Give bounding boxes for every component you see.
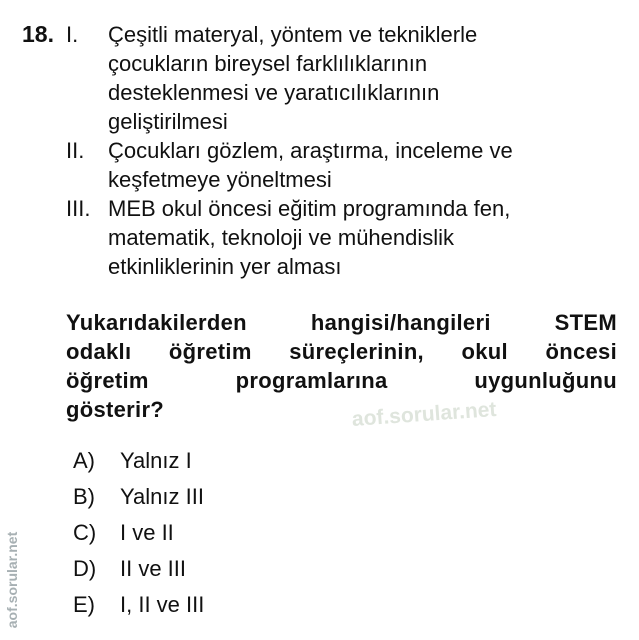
question-stem-line: öğretim programlarına uygunluğunu <box>66 368 617 393</box>
watermark-side: aof.sorular.net <box>4 531 20 629</box>
statement-ii <box>66 136 626 194</box>
question-stem-line: odaklı öğretim süreçlerinin, okul öncesi <box>66 339 617 364</box>
statement-iii-line: etkinliklerinin yer alması <box>108 254 342 279</box>
option-text: II ve III <box>120 556 187 581</box>
statement-iii-numeral: III. <box>66 196 91 221</box>
question-stem-line: Yukarıdakilerden hangisi/hangileri STEM <box>66 310 617 335</box>
statement-i <box>66 20 626 136</box>
option-text: I ve II <box>120 520 174 545</box>
statement-ii-line: Çocukları gözlem, araştırma, inceleme ve <box>108 138 513 163</box>
option-letter: D) <box>73 556 97 581</box>
option-text: Yalnız III <box>120 484 204 509</box>
answer-options <box>73 446 373 626</box>
option-text: I, II ve III <box>120 592 205 617</box>
statement-iii <box>66 194 626 281</box>
option-d[interactable] <box>73 554 373 590</box>
statement-iii-text <box>108 194 626 281</box>
option-letter: E) <box>73 592 95 617</box>
statement-iii-line: MEB okul öncesi eğitim programında fen, <box>108 196 511 221</box>
statement-i-numeral: I. <box>66 22 79 47</box>
option-c[interactable] <box>73 518 373 554</box>
option-letter: A) <box>73 448 95 473</box>
statement-i-text <box>108 20 626 136</box>
option-e[interactable] <box>73 590 373 626</box>
option-letter: C) <box>73 520 97 545</box>
statement-i-line: Çeşitli materyal, yöntem ve tekniklerle <box>108 22 478 47</box>
option-a[interactable] <box>73 446 373 482</box>
statement-ii-text <box>108 136 626 194</box>
option-letter: B) <box>73 484 95 509</box>
statement-ii-line: keşfetmeye yöneltmesi <box>108 167 332 192</box>
statement-iii-line: matematik, teknoloji ve mühendislik <box>108 225 455 250</box>
option-text: Yalnız I <box>120 448 192 473</box>
statement-i-line: çocukların bireysel farklılıklarının <box>108 51 428 76</box>
question-stem-line: gösterir? <box>66 397 165 422</box>
statement-i-line: desteklenmesi ve yaratıcılıklarının <box>108 80 440 105</box>
option-b[interactable] <box>73 482 373 518</box>
statement-ii-numeral: II. <box>66 138 85 163</box>
question-number: 18. <box>22 21 54 47</box>
question-stem <box>66 308 617 424</box>
statement-i-line: geliştirilmesi <box>108 109 228 134</box>
watermark-center: aof.sorular.net <box>351 397 498 431</box>
